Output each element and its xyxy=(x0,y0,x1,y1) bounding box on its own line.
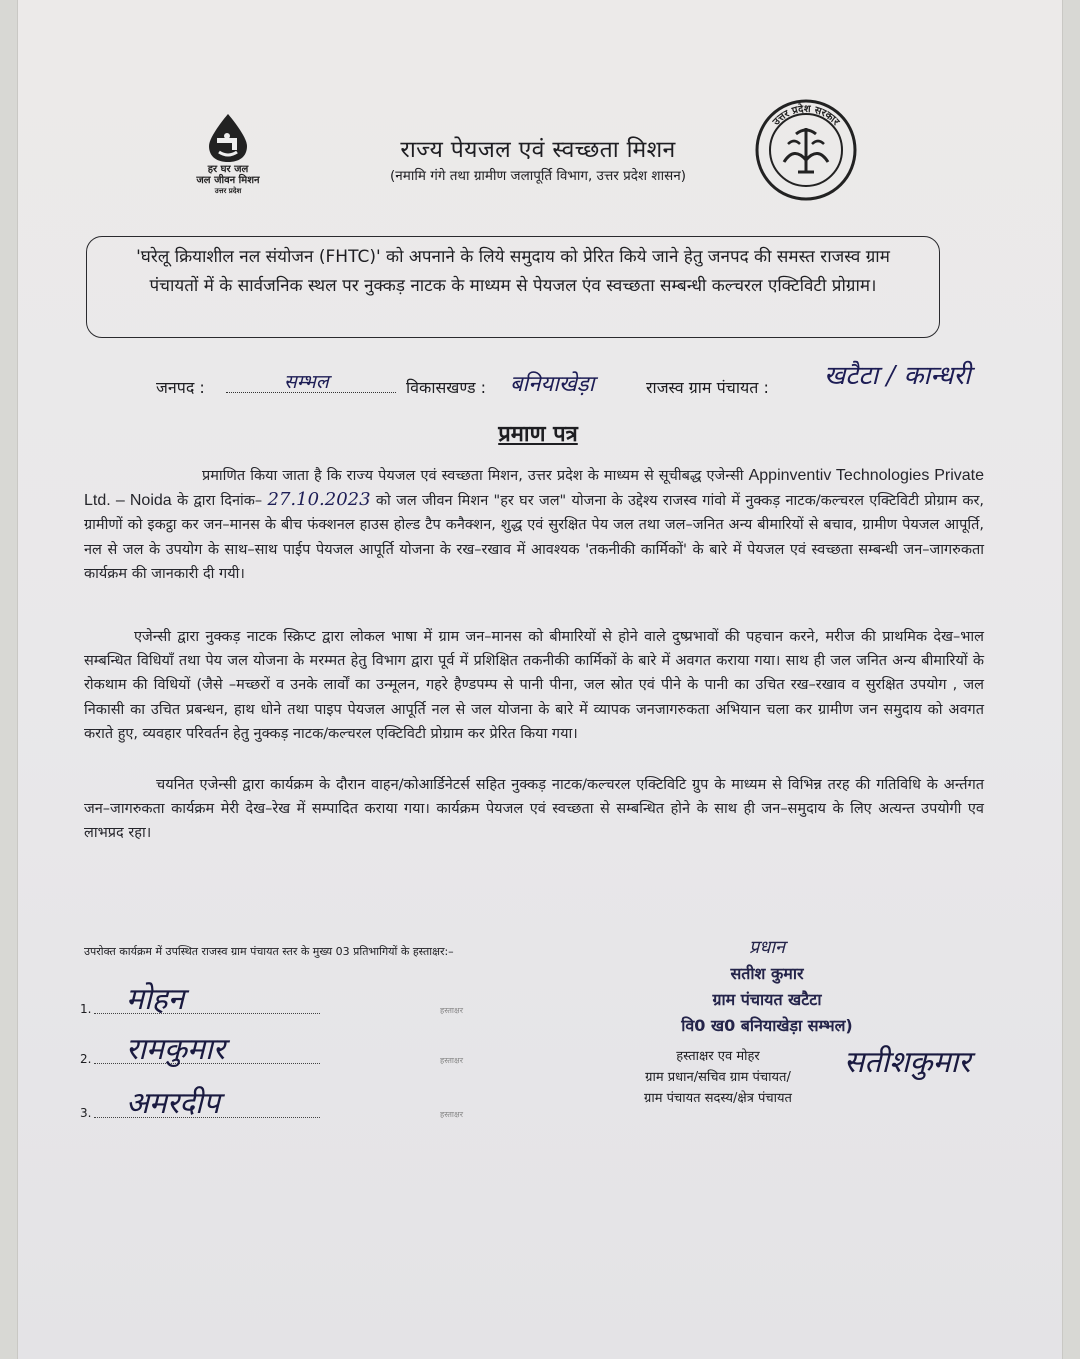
logo-text-1: हर घर जल xyxy=(207,164,249,175)
signatory-block xyxy=(608,1046,828,1109)
stamp-line-2: सतीश कुमार xyxy=(730,964,804,983)
up-government-seal xyxy=(754,98,858,202)
agency-name: Appinventiv Technologies Private Ltd. – Noida xyxy=(84,467,985,510)
block-value: बनियाखेड़ा xyxy=(510,372,595,397)
participant-sign-label: हस्ताक्षर xyxy=(440,1110,463,1119)
water-drop-tap-icon xyxy=(205,112,251,164)
stamp-line-4: वि0 ख0 बनियाखेड़ा सम्भल) xyxy=(681,1016,853,1035)
block-label: विकासखण्ड : xyxy=(406,378,487,397)
signatory-line-3: ग्राम पंचायत सदस्य/क्षेत्र पंचायत xyxy=(644,1091,792,1106)
participant-row xyxy=(80,980,540,1020)
participant-row xyxy=(80,1084,540,1124)
certificate-title: प्रमाण पत्र xyxy=(498,422,578,447)
participant-number: 3. xyxy=(80,1106,92,1120)
certificate-sheet xyxy=(18,0,1062,1359)
program-description: 'घरेलू क्रियाशील नल संयोजन (FHTC)' को अपनाने के लिये समुदाय को प्रेरित किये जाने हेतु जनपद की समस्त राजस्व ग्राम पंचायतों में के सार्वजनिक स्थल पर नुक्कड़ नाटक के माध्यम से पेयजल एंव स्वच्छता सम्बन्धी कल्चरल एक्टिविटी प्रोग्राम। xyxy=(136,247,890,296)
logo-text-3: उत्तर प्रदेश xyxy=(214,187,242,195)
emblem-icon xyxy=(754,98,858,202)
participant-sign-label: हस्ताक्षर xyxy=(440,1006,463,1015)
participant-row xyxy=(80,1030,540,1070)
jal-jeevan-mission-logo xyxy=(178,112,278,204)
participant-signature: रामकुमार xyxy=(126,1032,225,1067)
program-description-box xyxy=(86,236,940,338)
pradhan-signature: सतीशकुमार xyxy=(844,1045,971,1080)
paragraph-1 xyxy=(84,464,984,586)
seal-text: उत्तर प्रदेश सरकार xyxy=(770,103,842,128)
participant-signature: मोहन xyxy=(126,982,185,1017)
paragraph-3: चयनित एजेन्सी द्वारा कार्यक्रम के दौरान वाहन/कोआर्डिनेटर्स सहित नुक्कड़ नाटक/कल्चरल एक्टिविटि ग्रुप के माध्यम से विभिन्न तरह की गतिविधि के अर्न्तगत जन–जागरुकता कार्यक्रम मेरी देख–रेख में सम्पादित कराया गया। कार्यक्रम पेयजल एवं स्वच्छता से सम्बन्धित होने के साथ ही जन–समुदाय के लिए अत्यन्त उपयोगी एव लाभप्रद रहा। xyxy=(84,777,984,842)
logo-text-2: जल जीवन मिशन xyxy=(196,175,260,186)
location-fields xyxy=(156,361,1056,408)
stamp-line-1: प्रधान xyxy=(749,937,785,958)
mission-subtitle: (नमामि गंगे तथा ग्रामीण जलापूर्ति विभाग, उत्तर प्रदेश शासन) xyxy=(390,168,686,184)
paragraph-1-intro: प्रमाणित किया जाता है कि राज्य पेयजल एवं स्वच्छता मिशन, उत्तर प्रदेश के माध्यम से सूचीबद्ध एजेन्सी xyxy=(202,468,744,484)
district-value: सम्भल xyxy=(284,371,329,393)
signatory-line-2: ग्राम प्रधान/सचिव ग्राम पंचायत/ xyxy=(645,1070,791,1085)
stamp-line-3: ग्राम पंचायत खटैटा xyxy=(712,990,822,1009)
mission-title: राज्य पेयजल एवं स्वच्छता मिशन xyxy=(400,137,676,163)
district-label: जनपद : xyxy=(156,378,205,397)
signatory-line-1: हस्ताक्षर एव मोहर xyxy=(676,1049,760,1064)
svg-text:उत्तर प्रदेश सरकार xyxy=(770,102,841,128)
paragraph-1-body: को जल जीवन मिशन "हर घर जल" योजना के उद्देश्य राजस्व गांवो में नुक्कड़ नाटक/कल्चरल एक्टिविटी प्रोग्राम कर, ग्रामीणों को इकट्ठा कर जन–मानस के बीच फंक्शनल हाउस होल्ड टैप कनैक्शन, शुद्ध एवं सुरक्षित पेय जल तथा जल–जनित अन्य बीमारियों से बचाव, ग्रामीण पेयजल आपूर्ति, नल से जल के उपयोग के साथ–साथ पाईप पेयजल आपूर्ति योजना के रख–रखाव में आवश्यक 'तकनीकी कार्मिकों' के बारे में पेयजल एवं स्वच्छता सम्बन्धी जन–जागरुकता कार्यक्रम की जानकारी दी गयी। xyxy=(84,493,985,582)
participant-number: 2. xyxy=(80,1052,92,1066)
paragraph-2: एजेन्सी द्वारा नुक्कड़ नाटक स्क्रिप्ट द्वारा लोकल भाषा में ग्राम जन–मानस को बीमारियों से होने वाले दुष्प्रभावों की पहचान करने, मरीज की प्राथमिक देख–भाल सम्बन्धित विधियाँ तथा पेय जल योजना के मरम्मत हेतु विभाग द्वारा पूर्व में प्रशिक्षित तकनीकी कार्मिकों के बारे में अवगत कराया गया। साथ ही जल जनित अन्य बीमारियों के रोकथाम की विधियों (जैसे –मच्छरों व उनके लार्वों का उन्मूलन, गहरे हैण्डपम्प से पानी पीना, जल स्रोत एवं पीने के पानी का उचित रख–रखाव व सुरक्षित उपयोग , जल निकासी का उचित प्रबन्धन, हाथ धोने तथा पाइप पेयजल आपूर्ति नल से जल योजना के बारे में व्यापक जनजागरुकता अभियान चला कर ग्रामीण जन समुदाय को अवगत कराते हुए, व्यवहार परिवर्तन हेतु नुक्कड़ नाटक/कल्चरल एक्टिविटी प्रोग्राम कर प्रेरित किया गया। xyxy=(84,629,984,742)
date-label: के द्वारा दिनांक– xyxy=(177,493,263,510)
participants-heading: उपरोक्त कार्यक्रम में उपस्थित राजस्व ग्राम पंचायत स्तर के मुख्य 03 प्रतिभागियों के हस्ताक्षर:– xyxy=(84,945,454,958)
pradhan-stamp xyxy=(636,935,898,1039)
participant-signature: अमरदीप xyxy=(126,1086,220,1121)
participant-sign-label: हस्ताक्षर xyxy=(440,1056,463,1065)
date-value: 27.10.2023 xyxy=(267,489,371,511)
panchayat-label: राजस्व ग्राम पंचायत : xyxy=(646,378,769,397)
panchayat-value: खटैटा / कान्धरी xyxy=(824,361,971,391)
participant-number: 1. xyxy=(80,1002,92,1016)
